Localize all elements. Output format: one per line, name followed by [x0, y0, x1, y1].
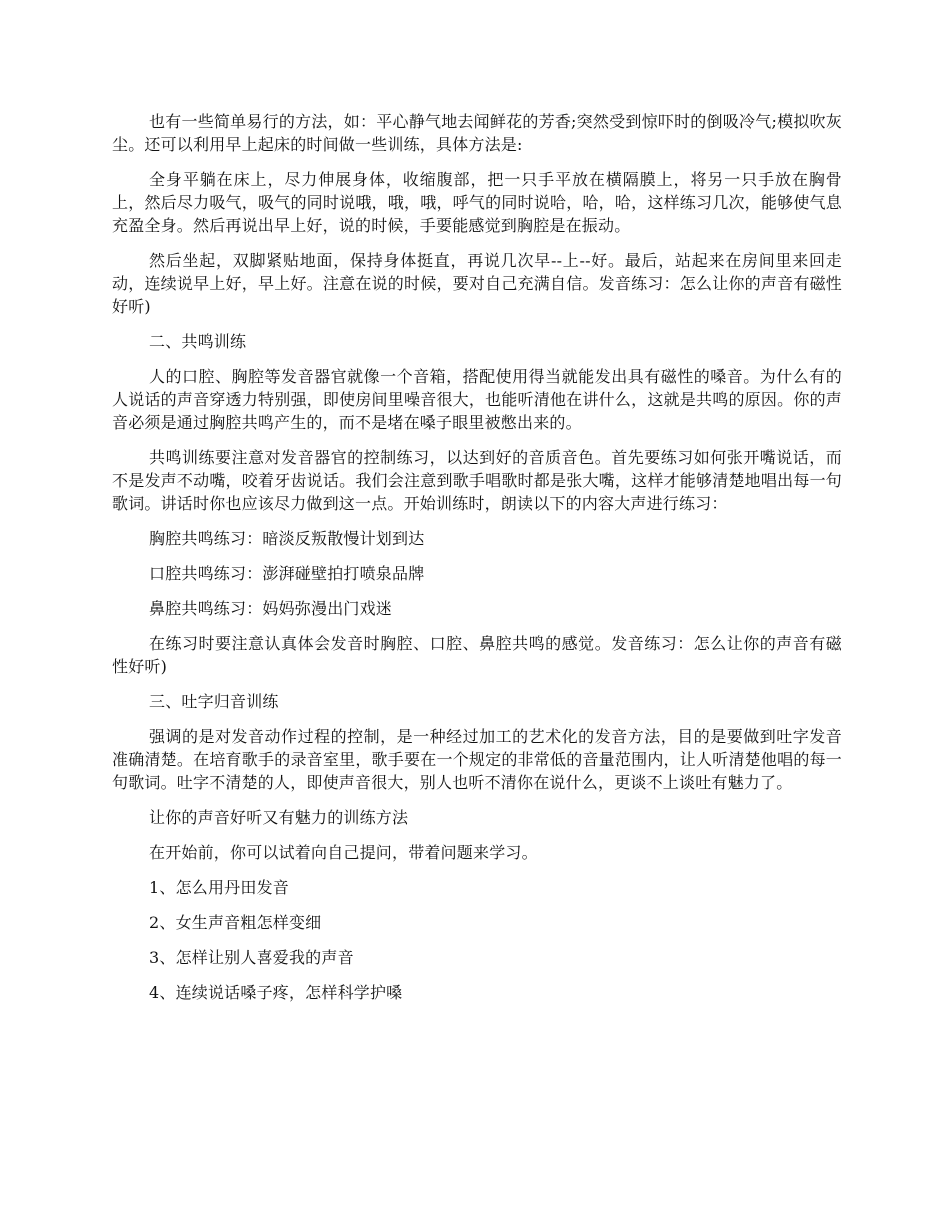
paragraph-questions-intro: 在开始前，你可以试着向自己提问，带着问题来学习。: [149, 843, 538, 862]
section-heading-resonance: 二、共鸣训练: [149, 332, 247, 351]
document-body: [112, 110, 842, 1016]
paragraph-sitting-exercise: 然后坐起，双脚紧贴地面，保持身体挺直，再说几次早--上--好。最后，站起来在房间里来回走动，连续说早上好，早上好。注意在说的时候，要对自己充满自信。发音练习：怎么让你的声音有磁性好听): [112, 251, 842, 316]
list-item-oral-resonance: 口腔共鸣练习：澎湃碰壁拍打喷泉品牌: [149, 564, 425, 583]
list-item-nasal-resonance: 鼻腔共鸣练习：妈妈弥漫出门戏迷: [149, 599, 393, 618]
list-item-chest-resonance: 胸腔共鸣练习：暗淡反叛散慢计划到达: [149, 529, 425, 548]
paragraph-resonance-training: 共鸣训练要注意对发音器官的控制练习，以达到好的音质音色。首先要练习如何张开嘴说话，而不是发声不动嘴，咬着牙齿说话。我们会注意到歌手唱歌时都是张大嘴，这样才能够清楚地唱出每一句歌词。讲话时你也应该尽力做到这一点。开始训练时，朗读以下的内容大声进行练习：: [112, 448, 842, 513]
paragraph-resonance-intro: 人的口腔、胸腔等发音器官就像一个音箱，搭配使用得当就能发出具有磁性的嗓音。为什么有的人说话的声音穿透力特别强，即使房间里噪音很大，也能听清他在讲什么，这就是共鸣的原因。你的声音必须是通过胸腔共鸣产生的，而不是堵在嗓子眼里被憋出来的。: [112, 367, 842, 432]
section-heading-articulation: 三、吐字归音训练: [149, 692, 279, 711]
paragraph-intro-methods: 也有一些简单易行的方法，如：平心静气地去闻鲜花的芳香;突然受到惊吓时的倒吸冷气;模拟吹灰尘。还可以利用早上起床的时间做一些训练，具体方法是:: [112, 112, 842, 154]
list-item-question-3: 3、怎样让别人喜爱我的声音: [149, 948, 354, 967]
paragraph-resonance-note: 在练习时要注意认真体会发音时胸腔、口腔、鼻腔共鸣的感觉。发音练习：怎么让你的声音有磁性好听): [112, 634, 842, 676]
paragraph-articulation: 强调的是对发音动作过程的控制，是一种经过加工的艺术化的发音方法，目的是要做到吐字发音准确清楚。在培育歌手的录音室里，歌手要在一个规定的非常低的音量范围内，让人听清楚他唱的每一句歌词。吐字不清楚的人，即使声音很大，别人也听不清你在说什么，更谈不上谈吐有魅力了。: [112, 727, 842, 792]
paragraph-lying-exercise: 全身平躺在床上，尽力伸展身体，收缩腹部，把一只手平放在横隔膜上，将另一只手放在胸骨上，然后尽力吸气，吸气的同时说哦，哦，哦，呼气的同时说哈，哈，哈，这样练习几次，能够使气息充盈全身。然后再说出早上好，说的时候，手要能感觉到胸腔是在振动。: [112, 170, 842, 235]
subheading-training-methods: 让你的声音好听又有魅力的训练方法: [149, 808, 409, 827]
list-item-question-2: 2、女生声音粗怎样变细: [149, 913, 322, 932]
list-item-question-1: 1、怎么用丹田发音: [149, 878, 289, 897]
list-item-question-4: 4、连续说话嗓子疼，怎样科学护嗓: [149, 983, 403, 1002]
